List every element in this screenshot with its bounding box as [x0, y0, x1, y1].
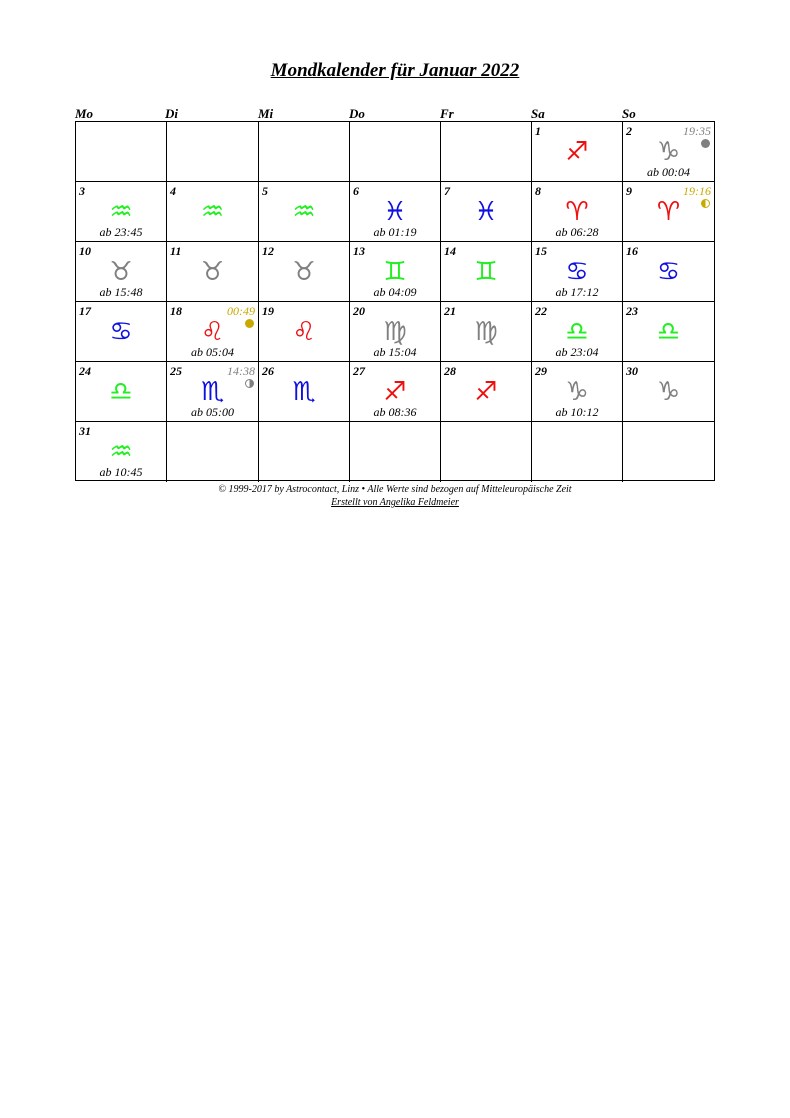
title-text: Mondkalender für Januar 2022: [270, 60, 520, 81]
gemini-icon: ♊︎: [474, 257, 498, 287]
day-cell-9: [623, 182, 714, 242]
day-number: 4: [170, 184, 176, 198]
sign-change-time: ab 15:04: [373, 345, 417, 359]
day-number: 27: [353, 364, 365, 378]
aquarius-icon: ♒︎: [109, 197, 133, 227]
day-cell-4: [167, 182, 259, 242]
sign-change-time: ab 00:04: [647, 165, 690, 179]
weekday-di: Di: [165, 106, 178, 121]
day-number: 19: [262, 304, 274, 318]
day-cell-14: [441, 242, 532, 302]
day-number: 10: [79, 244, 91, 258]
sign-change-time: ab 10:45: [99, 465, 143, 479]
aries-icon: ♈︎: [656, 197, 681, 227]
day-cell-23: [623, 302, 714, 362]
day-cell-29: [532, 362, 623, 422]
day-cell-18: [167, 302, 259, 362]
day-cell-15: [532, 242, 623, 302]
footer-copyright: © 1999-2017 by Astrocontact, Linz • Alle Werte sind bezogen auf Mitteleuropäische Zeit: [218, 484, 572, 495]
day-cell-30: [623, 362, 714, 422]
aquarius-icon: ♒︎: [109, 437, 133, 467]
weekday-sa: Sa: [531, 106, 545, 121]
day-cell-24: [76, 362, 167, 422]
day-number: 16: [626, 244, 638, 258]
virgo-icon: ♍︎: [474, 317, 498, 347]
day-number: 6: [353, 184, 359, 198]
day-number: 9: [626, 184, 632, 198]
weekday-do: Do: [349, 106, 365, 121]
day-number: 8: [535, 184, 541, 198]
aquarius-icon: ♒︎: [200, 197, 225, 227]
day-number: 26: [262, 364, 274, 378]
libra-icon: ♎︎: [565, 317, 589, 347]
virgo-icon: ♍︎: [383, 317, 407, 347]
sign-change-time: ab 17:12: [555, 285, 599, 299]
day-number: 20: [353, 304, 365, 318]
day-cell-10: [76, 242, 167, 302]
day-cell-25: [167, 362, 259, 422]
first-quarter-icon: [701, 199, 710, 208]
sign-change-time: ab 05:00: [191, 405, 234, 419]
full-moon-icon: [245, 319, 254, 328]
gemini-icon: ♊︎: [383, 257, 407, 287]
day-number: 31: [79, 424, 91, 438]
weekday-so: So: [622, 106, 636, 121]
day-cell-11: [167, 242, 259, 302]
aries-icon: ♈︎: [565, 197, 589, 227]
sagittarius-icon: ♐︎: [474, 377, 498, 407]
weekday-mo: Mo: [75, 106, 94, 121]
day-cell-16: [623, 242, 714, 302]
empty-cell: [167, 122, 259, 182]
day-number: 15: [535, 244, 547, 258]
empty-cell: [532, 422, 623, 482]
sign-change-time: ab 04:09: [373, 285, 417, 299]
day-cell-8: [532, 182, 623, 242]
day-number: 30: [626, 364, 638, 378]
day-number: 22: [535, 304, 547, 318]
day-number: 1: [535, 124, 541, 138]
moon-phase-time: 14:38: [227, 364, 255, 378]
day-cell-27: [350, 362, 441, 422]
day-cell-31: [76, 422, 167, 482]
day-cell-17: [76, 302, 167, 362]
capricorn-icon: ♑︎: [656, 137, 681, 167]
day-cell-22: [532, 302, 623, 362]
weekday-fr: Fr: [440, 106, 454, 121]
day-number: 7: [444, 184, 450, 198]
day-number: 25: [170, 364, 182, 378]
sign-change-time: ab 15:48: [99, 285, 143, 299]
empty-cell: [623, 422, 714, 482]
pisces-icon: ♓︎: [383, 197, 407, 227]
day-cell-28: [441, 362, 532, 422]
day-cell-2: [623, 122, 714, 182]
pisces-icon: ♓︎: [474, 197, 498, 227]
libra-icon: ♎︎: [109, 377, 133, 407]
taurus-icon: ♉︎: [292, 257, 316, 287]
empty-cell: [167, 422, 259, 482]
day-number: 29: [535, 364, 547, 378]
weekday-header: [75, 106, 715, 121]
empty-cell: [350, 422, 441, 482]
day-number: 14: [444, 244, 456, 258]
empty-cell: [441, 422, 532, 482]
leo-icon: ♌︎: [292, 317, 316, 347]
day-cell-12: [259, 242, 350, 302]
page-title: [0, 60, 790, 82]
cancer-icon: ♋︎: [656, 257, 681, 287]
sign-change-time: ab 23:04: [555, 345, 599, 359]
day-cell-13: [350, 242, 441, 302]
day-cell-7: [441, 182, 532, 242]
libra-icon: ♎︎: [656, 317, 681, 347]
day-number: 11: [170, 244, 182, 258]
empty-cell: [259, 422, 350, 482]
footer-credit: Erstellt von Angelika Feldmeier: [331, 497, 459, 508]
empty-cell: [259, 122, 350, 182]
moon-phase-time: 19:35: [683, 124, 711, 138]
cancer-icon: ♋︎: [109, 317, 133, 347]
taurus-icon: ♉︎: [200, 257, 225, 287]
day-number: 18: [170, 304, 182, 318]
day-number: 23: [626, 304, 638, 318]
sign-change-time: ab 23:45: [99, 225, 143, 239]
day-number: 24: [79, 364, 91, 378]
day-cell-20: [350, 302, 441, 362]
sign-change-time: ab 05:04: [191, 345, 234, 359]
sign-change-time: ab 01:19: [373, 225, 417, 239]
weekday-mi: Mi: [258, 106, 274, 121]
scorpio-icon: ♏︎: [292, 377, 316, 407]
new-moon-icon: [701, 139, 710, 148]
day-cell-1: [532, 122, 623, 182]
capricorn-icon: ♑︎: [565, 377, 589, 407]
cancer-icon: ♋︎: [565, 257, 589, 287]
day-number: 3: [79, 184, 85, 198]
day-cell-26: [259, 362, 350, 422]
sagittarius-icon: ♐︎: [383, 377, 407, 407]
last-quarter-icon: [245, 379, 254, 388]
leo-icon: ♌︎: [200, 317, 225, 347]
moon-phase-time: 00:49: [227, 304, 255, 318]
sign-change-time: ab 06:28: [555, 225, 599, 239]
day-number: 2: [626, 124, 632, 138]
sign-change-time: ab 10:12: [555, 405, 599, 419]
empty-cell: [76, 122, 167, 182]
taurus-icon: ♉︎: [109, 257, 133, 287]
day-number: 12: [262, 244, 274, 258]
sign-change-time: ab 08:36: [373, 405, 417, 419]
day-number: 21: [444, 304, 456, 318]
day-number: 5: [262, 184, 268, 198]
capricorn-icon: ♑︎: [656, 377, 681, 407]
empty-cell: [350, 122, 441, 182]
aquarius-icon: ♒︎: [292, 197, 316, 227]
day-number: 17: [79, 304, 91, 318]
day-cell-6: [350, 182, 441, 242]
day-cell-19: [259, 302, 350, 362]
calendar-grid: [75, 121, 715, 481]
day-number: 28: [444, 364, 456, 378]
scorpio-icon: ♏︎: [200, 377, 225, 407]
moon-phase-time: 19:16: [683, 184, 711, 198]
day-cell-5: [259, 182, 350, 242]
day-cell-21: [441, 302, 532, 362]
empty-cell: [441, 122, 532, 182]
sagittarius-icon: ♐︎: [565, 137, 589, 167]
day-number: 13: [353, 244, 365, 258]
day-cell-3: [76, 182, 167, 242]
